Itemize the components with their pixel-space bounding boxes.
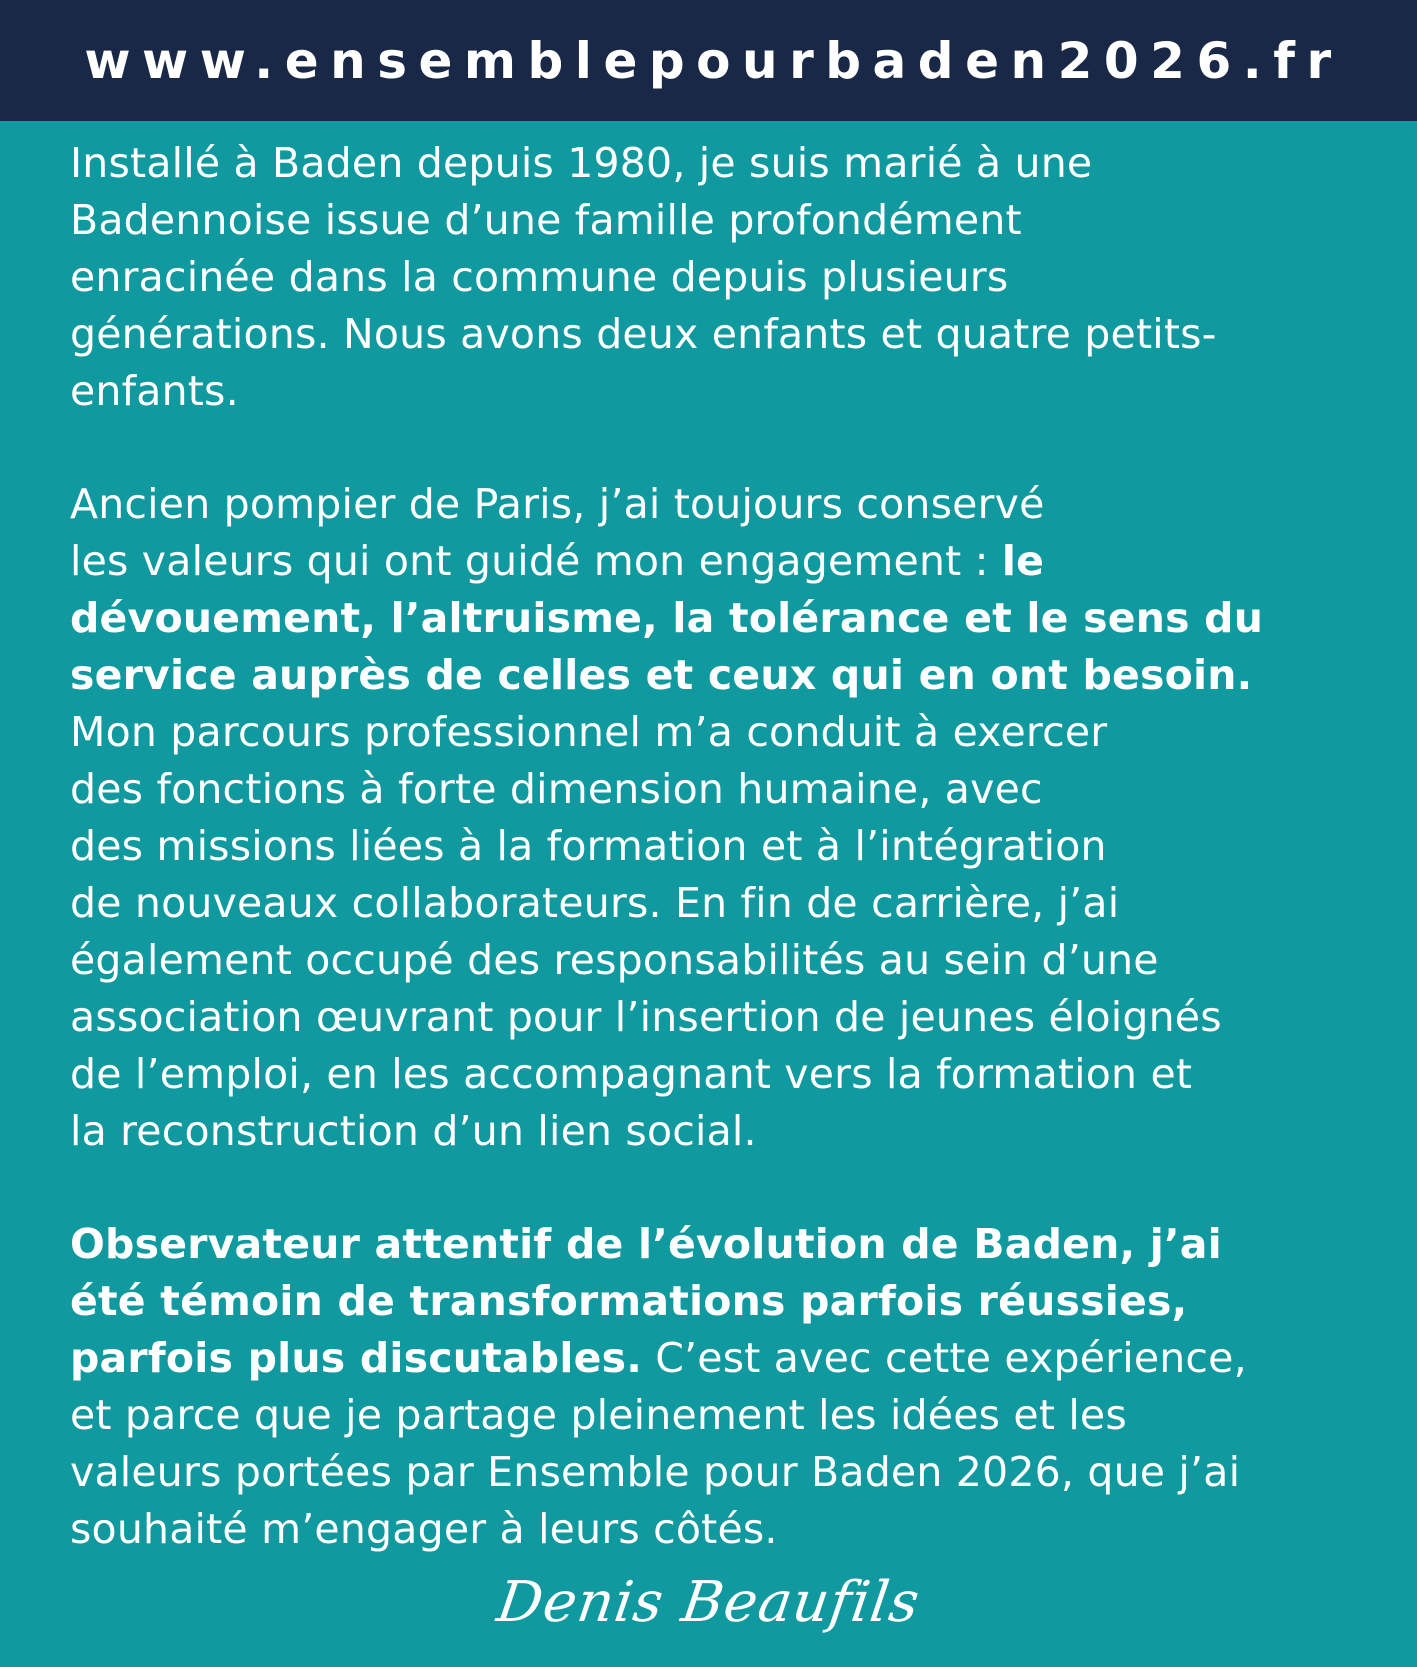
text-line: [70, 590, 1380, 647]
text-line: association œuvrant pour l’insertion de jeunes éloignés: [70, 993, 1222, 1041]
text-line: souhaité m’engager à leurs côtés.: [70, 1505, 778, 1553]
text-line: enfants.: [70, 367, 239, 415]
text-line: de l’emploi, en les accompagnant vers la formation et: [70, 1050, 1193, 1098]
bold-segment: Observateur attentif de l’évolution de Baden, j’ai: [70, 1220, 1222, 1268]
text-line: [70, 1273, 1380, 1330]
bold-segment: parfois plus discutables.: [70, 1334, 642, 1382]
text-line: des missions liées à la formation et à l’intégration: [70, 822, 1107, 870]
text-line: des fonctions à forte dimension humaine, avec: [70, 765, 1043, 813]
text-line: générations. Nous avons deux enfants et quatre petits-: [70, 310, 1217, 358]
text-line: [70, 533, 1380, 590]
signature: Denis Beaufils: [493, 1570, 924, 1635]
text-line: [70, 1216, 1380, 1273]
paragraph-motivation: [70, 1216, 1380, 1558]
paragraph-family: [70, 135, 1380, 420]
text-line: Installé à Baden depuis 1980, je suis marié à une: [70, 139, 1093, 187]
header-banner: [0, 0, 1417, 121]
text-line: Mon parcours professionnel m’a conduit à exercer: [70, 708, 1108, 756]
text-line: valeurs portées par Ensemble pour Baden 2026, que j’ai: [70, 1448, 1241, 1496]
text-line: de nouveaux collaborateurs. En fin de carrière, j’ai: [70, 879, 1120, 927]
text-line: Ancien pompier de Paris, j’ai toujours conservé: [70, 480, 1045, 528]
text-line: enracinée dans la commune depuis plusieurs: [70, 253, 1009, 301]
text-line: et parce que je partage pleinement les idées et les: [70, 1391, 1127, 1439]
bold-segment: dévouement, l’altruisme, la tolérance et le sens du: [70, 594, 1264, 642]
text-segment: C’est avec cette expérience,: [642, 1334, 1247, 1382]
website-url[interactable]: www.ensemblepourbaden2026.fr: [84, 31, 1343, 90]
paragraph-career: [70, 476, 1380, 1160]
bold-segment: le: [1001, 537, 1045, 585]
bold-segment: été témoin de transformations parfois réussies,: [70, 1277, 1188, 1325]
text-line: [70, 1330, 1380, 1387]
text-line: la reconstruction d’un lien social.: [70, 1107, 757, 1155]
biography-text: [70, 135, 1380, 1558]
paragraph-spacer: [70, 420, 1380, 476]
text-segment: les valeurs qui ont guidé mon engagement :: [70, 537, 1002, 585]
text-line: Badennoise issue d’une famille profondément: [70, 196, 1022, 244]
text-line: [70, 647, 1380, 704]
text-line: également occupé des responsabilités au sein d’une: [70, 936, 1159, 984]
bold-segment: service auprès de celles et ceux qui en ont besoin.: [70, 651, 1253, 699]
paragraph-spacer: [70, 1160, 1380, 1216]
